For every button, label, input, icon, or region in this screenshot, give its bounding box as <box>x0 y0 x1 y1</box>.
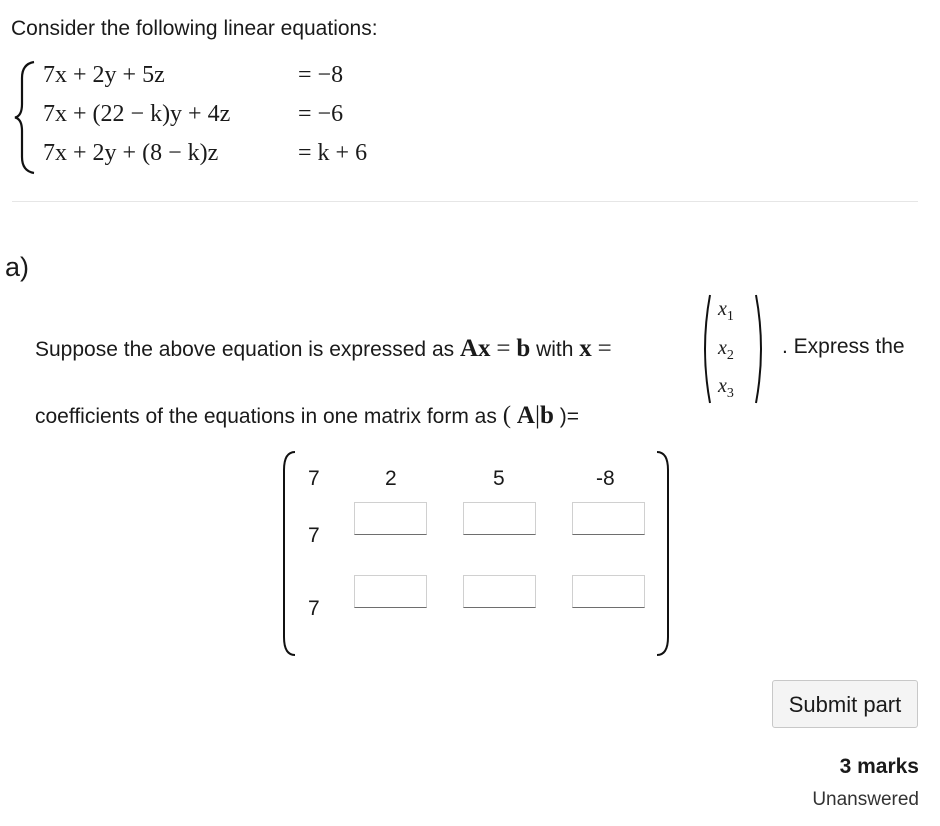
matrix-r3-c2-input[interactable] <box>354 575 427 608</box>
matrix-r3-c1: 7 <box>308 597 320 620</box>
text-coefficients: coefficients of the equations in one matrix form as <box>35 405 497 428</box>
aug-b: b <box>539 402 554 429</box>
matrix-r1-c2: 2 <box>385 467 397 490</box>
aug-open: ( <box>502 402 512 429</box>
matrix-r3-c4-input[interactable] <box>572 575 645 608</box>
matrix-r1-c4: -8 <box>596 467 615 490</box>
marks-label: 3 marks <box>839 755 919 778</box>
math-ax: Ax <box>459 335 491 362</box>
x-vector <box>698 293 768 405</box>
status-label: Unanswered <box>812 789 919 810</box>
text-with: with <box>536 338 574 361</box>
equation-system <box>12 60 412 175</box>
equation-3-rhs: = k + 6 <box>298 140 368 166</box>
equation-2-lhs: 7x + (22 − k)y + 4z <box>43 101 231 127</box>
aug-a: A <box>516 402 535 429</box>
text-before: Suppose the above equation is expressed as <box>35 338 455 361</box>
matrix-r2-c2-input[interactable] <box>354 502 427 535</box>
part-text-line1 <box>35 335 612 363</box>
matrix-r2-c3-input[interactable] <box>463 502 536 535</box>
vector-entry-2: $x_2$ <box>718 337 734 363</box>
part-label: a) <box>5 252 30 282</box>
augmented-matrix <box>281 450 671 657</box>
math-x-equals: = <box>597 335 612 362</box>
submit-part-button[interactable]: Submit part <box>772 680 918 728</box>
vector-right-paren-icon <box>754 293 768 405</box>
matrix-r2-c4-input[interactable] <box>572 502 645 535</box>
equation-1-rhs: = −8 <box>298 62 344 88</box>
divider <box>12 201 918 202</box>
aug-close: )= <box>559 405 579 428</box>
text-express: . Express the <box>782 335 905 358</box>
aug-bar: | <box>534 402 540 429</box>
math-equals: = <box>496 335 511 362</box>
math-b: b <box>516 335 531 362</box>
equation-1-lhs: 7x + 2y + 5z <box>43 62 165 88</box>
question-intro: Consider the following linear equations: <box>11 17 378 40</box>
math-x: x <box>579 335 592 362</box>
matrix-right-paren-icon <box>655 450 671 657</box>
matrix-r1-c1: 7 <box>308 467 320 490</box>
equation-2-rhs: = −6 <box>298 101 344 127</box>
vector-entry-1: $x_1$ <box>718 298 734 324</box>
matrix-left-paren-icon <box>281 450 297 657</box>
matrix-r2-c1: 7 <box>308 524 320 547</box>
matrix-r1-c3: 5 <box>493 467 505 490</box>
left-brace-icon <box>12 60 40 175</box>
matrix-r3-c3-input[interactable] <box>463 575 536 608</box>
part-text-line2 <box>35 402 579 430</box>
vector-entry-3: $x_3$ <box>718 375 734 401</box>
equation-3-lhs: 7x + 2y + (8 − k)z <box>43 140 219 166</box>
vector-left-paren-icon <box>698 293 712 405</box>
